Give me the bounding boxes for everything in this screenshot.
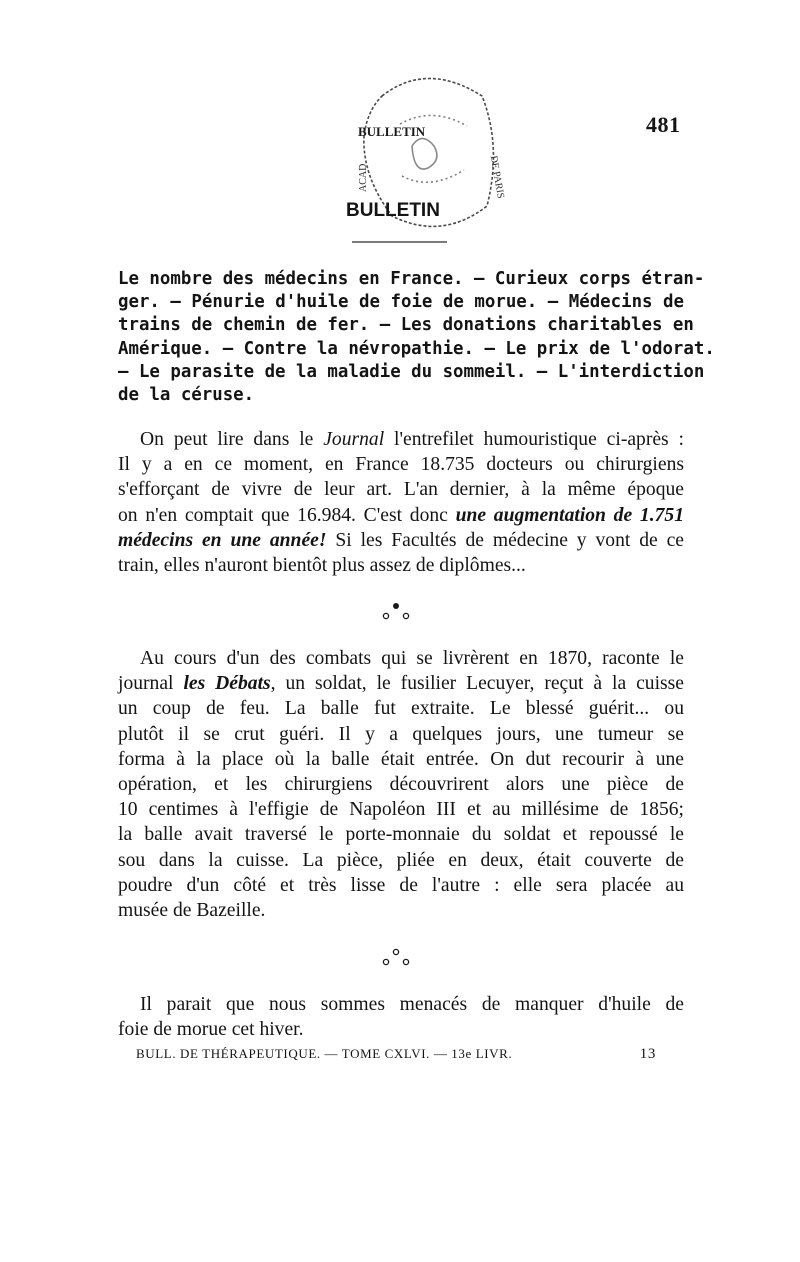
- stamp-top-text: BULLETIN: [358, 124, 426, 139]
- paragraph-line: Il y a en ce moment, en France 18.735 docteurs ou chirurgiens: [118, 454, 684, 476]
- library-stamp: [346, 66, 507, 246]
- asterism-separator: [376, 598, 416, 628]
- paragraph-soldier: [118, 646, 684, 923]
- emphasis-text: une augmentation de 1.751: [455, 504, 684, 526]
- paragraph-line: musée de Bazeille.: [118, 900, 266, 922]
- text-run: on n'en comptait que 16.984. C'est donc: [118, 504, 456, 526]
- paragraph-line: foie de morue cet hiver.: [118, 1019, 304, 1041]
- summary-line: ger. — Pénurie d'huile de foie de morue. — Médecins de: [118, 292, 684, 313]
- asterism-icon: [376, 598, 416, 628]
- stamp-right-text: DE PARIS: [487, 154, 507, 200]
- paragraph-line: poudre d'un côté et très lisse de l'autre : elle sera placée au: [118, 874, 684, 896]
- summary-line: — Le parasite de la maladie du sommeil. — L'interdiction: [118, 361, 705, 382]
- paragraph-line: Au cours d'un des combats qui se livrèrent en 1870, raconte le: [140, 648, 684, 669]
- paragraph-line: opération, et les chirurgiens découvrirent alors une pièce de: [118, 774, 684, 796]
- asterism-separator: [376, 944, 416, 974]
- summary-line: Le nombre des médecins en France. — Curieux corps étran-: [118, 269, 705, 289]
- paragraph-line: sou dans la cuisse. La pièce, pliée en deux, était couverte de: [118, 849, 684, 871]
- stamp-bottom-text: BULLETIN: [346, 200, 440, 221]
- running-footer: BULL. DE THÉRAPEUTIQUE. — TOME CXLVI. — 13e LIVR.: [136, 1046, 513, 1061]
- paragraph-line: un coup de feu. La balle fut extraite. Le blessé guérit... ou: [118, 698, 684, 720]
- journal-title: les Débats: [183, 673, 271, 695]
- text-run: journal: [118, 673, 184, 695]
- paragraph-line: train, elles n'auront bientôt plus assez de diplômes...: [118, 555, 526, 577]
- stamp-graphic: [346, 66, 507, 246]
- paragraph-cod-liver-oil: [118, 992, 684, 1042]
- paragraph-line: [118, 427, 684, 452]
- paragraph-line: [118, 528, 684, 553]
- paragraph-line: la balle avait traversé le porte-monnaie du soldat et repoussé le: [118, 824, 684, 846]
- page-number: 481: [646, 112, 681, 137]
- text-run: Si les Facultés de médecine y vont de ce: [326, 529, 684, 551]
- paragraph-line: forma à la place où la balle était entrée. On dut recourir à une: [118, 748, 684, 770]
- paragraph-line: 10 centimes à l'effigie de Napoléon III et au millésime de 1856;: [118, 799, 684, 821]
- paragraph-line: [118, 503, 684, 528]
- summary-line: Amérique. — Contre la névropathie. — Le prix de l'odorat.: [118, 338, 715, 359]
- page-footer: [136, 1046, 656, 1063]
- emphasis-text: médecins en une année!: [118, 529, 327, 551]
- summary-line: trains de chemin de fer. — Les donations charitables en: [118, 315, 694, 336]
- paragraph-doctors: [118, 427, 684, 578]
- paragraph-line: [118, 671, 684, 696]
- signature-folio: 13: [639, 1046, 656, 1062]
- text-run: l'entrefilet humouristique ci-après :: [384, 429, 684, 450]
- text-run: On peut lire dans le: [140, 429, 324, 450]
- text-run: , un soldat, le fusilier Lecuyer, reçut à la cuisse: [270, 673, 684, 695]
- paragraph-line: s'efforçant de vivre de leur art. L'an dernier, à la même époque: [118, 479, 684, 501]
- summary-line: de la céruse.: [118, 385, 255, 406]
- paragraph-line: plutôt il se crut guéri. Il y a quelques jours, une tumeur se: [118, 723, 684, 745]
- paragraph-line: Il parait que nous sommes menacés de manquer d'huile de: [140, 994, 684, 1015]
- stamp-left-text: ACAD: [358, 163, 369, 192]
- journal-title: Journal: [323, 429, 385, 450]
- asterism-icon: [376, 944, 416, 974]
- chapter-summary: [118, 268, 715, 407]
